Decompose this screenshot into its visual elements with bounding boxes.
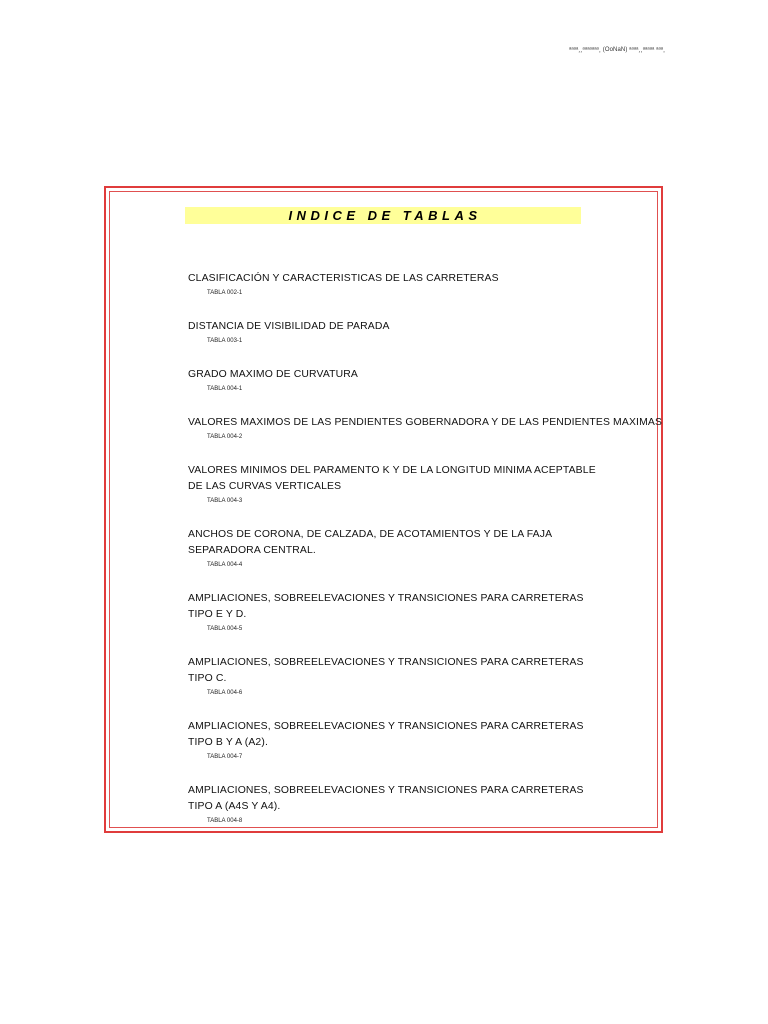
entry-title-line: AMPLIACIONES, SOBREELEVACIONES Y TRANSICIONES PARA CARRETERAS: [188, 721, 584, 732]
header-note: ᵃᵃᵃᵃ¸¸ᵃᵃᵃᵃᵃᵃᵃ¸ (OoNaN) ᵃᵃᵃᵃ¸¸ᵃᵃᵃᵃᵃ ᵃᵃᵃ¸: [569, 47, 666, 53]
entry-table-code: TABLA 004-7: [207, 754, 243, 760]
entry-title-line: DISTANCIA DE VISIBILIDAD DE PARADA: [188, 321, 390, 332]
entry-title-line: GRADO MAXIMO DE CURVATURA: [188, 369, 359, 380]
entry-title-line: VALORES MINIMOS DEL PARAMENTO K Y DE LA LONGITUD MINIMA ACEPTABLE: [188, 465, 596, 476]
index-entry: [188, 527, 648, 569]
index-entry: [188, 655, 648, 697]
entry-title-line: AMPLIACIONES, SOBREELEVACIONES Y TRANSICIONES PARA CARRETERAS: [188, 657, 584, 668]
entry-table-code: TABLA 004-8: [207, 818, 243, 824]
entry-table-code: TABLA 004-5: [207, 626, 243, 632]
entry-table-code: TABLA 004-2: [207, 434, 243, 440]
index-entry: [188, 719, 648, 761]
index-entry: [188, 319, 648, 345]
entry-title-line: SEPARADORA CENTRAL.: [188, 545, 316, 556]
entry-title-line: ANCHOS DE CORONA, DE CALZADA, DE ACOTAMIENTOS Y DE LA FAJA: [188, 529, 553, 540]
entry-title-line: CLASIFICACIÓN Y CARACTERISTICAS DE LAS CARRETERAS: [188, 273, 499, 284]
entry-table-code: TABLA 002-1: [207, 290, 243, 296]
entry-table-code: TABLA 004-1: [207, 386, 243, 392]
title-highlight: [185, 207, 581, 224]
entry-table-code: TABLA 004-6: [207, 690, 243, 696]
index-entry: [188, 271, 648, 297]
entry-title-line: TIPO C.: [188, 673, 227, 684]
index-entry: [188, 415, 663, 441]
entry-title-line: TIPO A (A4S Y A4).: [188, 801, 281, 812]
entry-table-code: TABLA 004-4: [207, 562, 243, 568]
entry-title-line: DE LAS CURVAS VERTICALES: [188, 481, 342, 492]
index-entry: [188, 783, 648, 825]
entry-table-code: TABLA 004-3: [207, 498, 243, 504]
entry-title-line: VALORES MAXIMOS DE LAS PENDIENTES GOBERNADORA Y DE LAS PENDIENTES MAXIMAS: [188, 417, 663, 428]
entry-title-line: TIPO E Y D.: [188, 609, 247, 620]
index-entry: [188, 591, 648, 633]
index-entry: [188, 367, 648, 393]
entry-table-code: TABLA 003-1: [207, 338, 243, 344]
page-title: INDICE DE TABLAS: [288, 208, 482, 223]
entry-title-line: AMPLIACIONES, SOBREELEVACIONES Y TRANSICIONES PARA CARRETERAS: [188, 593, 584, 604]
index-entry: [188, 463, 648, 505]
entry-title-line: TIPO B Y A (A2).: [188, 737, 268, 748]
entry-title-line: AMPLIACIONES, SOBREELEVACIONES Y TRANSICIONES PARA CARRETERAS: [188, 785, 584, 796]
